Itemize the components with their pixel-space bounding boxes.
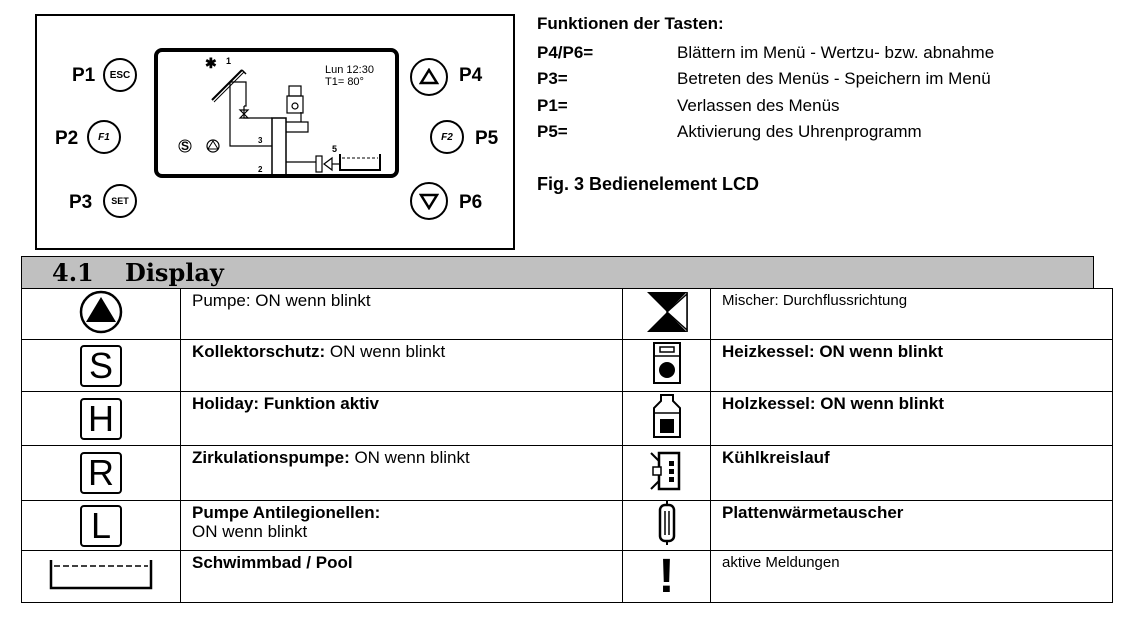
function-desc: Blättern im Menü - Wertzu- bzw. abnahme [677,43,995,62]
f1-button[interactable]: F1 [87,120,121,154]
p5-label: P5 [475,128,499,149]
table-row [22,392,1113,446]
description-cell: aktive Meldungen [711,551,1113,603]
up-arrow-icon [419,68,439,86]
plate-exchanger-icon [655,501,679,545]
description-cell: Pumpe: ON wenn blinkt [181,289,623,340]
function-key: P1= [537,96,568,115]
h-letter-icon: H [80,398,122,440]
function-key: P5= [537,122,568,141]
table-row [22,289,1113,340]
exclamation-icon: ! [658,549,675,603]
lcd-temperature: T1= 80° [325,76,364,88]
wood-boiler-icon [652,393,682,439]
section-header [21,256,1094,289]
functions-title: Funktionen der Tasten: [537,14,724,33]
description-cell: Holiday: Funktion aktiv [181,392,623,446]
p4-label: P4 [459,65,483,86]
function-desc: Betreten des Menüs - Speichern im Menü [677,69,991,88]
icon-cell [623,289,711,340]
r-letter-icon: R [80,452,122,494]
svg-text:✱: ✱ [205,55,217,71]
pool-icon [48,556,154,592]
icon-cell [22,289,181,340]
icon-cell [22,392,181,446]
figure-caption: Fig. 3 Bedienelement LCD [537,174,760,194]
svg-text:1: 1 [226,56,232,66]
function-key: P4/P6= [537,43,594,62]
p2-label: P2 [55,128,79,149]
set-button[interactable]: SET [103,184,137,218]
down-arrow-button[interactable] [410,182,448,220]
section-number: 4.1 [52,258,94,287]
section-title: Display [125,258,224,287]
mixer-icon [645,290,689,334]
lcd-control-panel [35,14,515,250]
lcd-system-diagram [158,52,395,174]
description-cell: Schwimmbad / Pool [181,551,623,603]
svg-text:3: 3 [258,136,263,145]
description-cell: Pumpe Antilegionellen: ON wenn blinkt [181,501,623,551]
p6-label: P6 [459,192,483,213]
icon-cell [623,446,711,501]
display-icons-table [21,288,1113,603]
l-letter-icon: L [80,505,122,547]
description-cell: Kühlkreislauf [711,446,1113,501]
table-row [22,501,1113,551]
lcd-time: Lun 12:30 [325,64,374,76]
icon-cell [22,340,181,392]
icon-cell [22,446,181,501]
p3-label: P3 [69,192,93,213]
icon-cell [623,340,711,392]
function-desc: Aktivierung des Uhrenprogramm [677,122,922,141]
p1-label: P1 [72,65,96,86]
table-row [22,446,1113,501]
description-cell: Kollektorschutz: ON wenn blinkt [181,340,623,392]
description-cell: Heizkessel: ON wenn blinkt [711,340,1113,392]
cooling-circuit-icon [649,449,685,493]
table-row [22,551,1113,603]
svg-text:5: 5 [332,144,338,154]
lcd-screen [154,48,399,178]
icon-cell [623,551,711,603]
boiler-icon [652,341,682,385]
s-letter-icon: S [80,345,122,387]
description-cell: Mischer: Durchflussrichtung [711,289,1113,340]
description-cell: Zirkulationspumpe: ON wenn blinkt [181,446,623,501]
icon-cell [22,501,181,551]
function-key: P3= [537,69,568,88]
icon-cell [22,551,181,603]
icon-cell [623,501,711,551]
description-cell: Holzkessel: ON wenn blinkt [711,392,1113,446]
description-cell: Plattenwärmetauscher [711,501,1113,551]
table-row [22,340,1113,392]
esc-button[interactable]: ESC [103,58,137,92]
up-arrow-button[interactable] [410,58,448,96]
down-arrow-icon [419,192,439,210]
f2-button[interactable]: F2 [430,120,464,154]
pump-triangle-icon [78,290,124,334]
icon-cell [623,392,711,446]
svg-text:S: S [181,139,190,153]
svg-text:2: 2 [258,165,263,174]
function-desc: Verlassen des Menüs [677,96,840,115]
